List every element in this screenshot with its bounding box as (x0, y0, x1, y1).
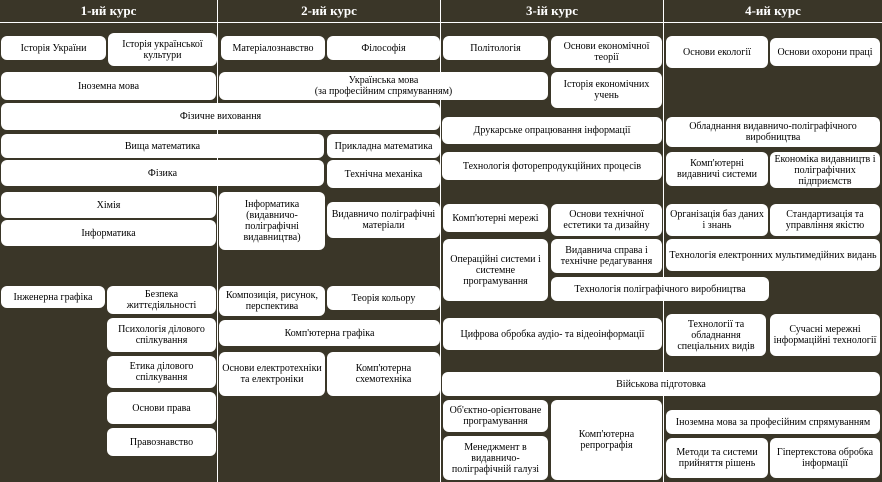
course-box: Філософія (327, 36, 440, 60)
header-year-2: 2-ий курс (218, 0, 440, 23)
course-box: Іноземна мова (1, 72, 216, 100)
course-box: Фізика (1, 160, 324, 186)
course-box: Об'єктно-орієнтоване програмування (443, 400, 548, 432)
course-box: Стандартизація та управління якістю (770, 204, 880, 236)
course-box: Основи охорони праці (770, 38, 880, 66)
course-box: Комп'ютерні видавничі системи (666, 152, 768, 186)
course-box: Технологія фоторепродукційних процесів (442, 152, 662, 180)
header-year-3: 3-ій курс (441, 0, 663, 23)
header-year-4: 4-ий курс (664, 0, 882, 23)
course-box: Психологія ділового спілкування (107, 318, 216, 352)
course-box: Військова підготовка (442, 372, 880, 396)
course-box: Історія української культури (108, 33, 217, 66)
course-box: Комп'ютерна репрографія (551, 400, 662, 480)
column-divider (663, 0, 664, 482)
course-box: Економіка видавництв і поліграфічних підприємств (770, 152, 880, 188)
course-box: Історія економічних учень (551, 72, 662, 108)
course-box: Основи електротехніки та електроніки (219, 352, 325, 396)
course-box: Технічна механіка (327, 160, 440, 188)
course-box: Основи економічної теорії (551, 36, 662, 68)
course-box: Сучасні мережні інформаційні технології (770, 314, 880, 356)
course-box: Композиція, рисунок, перспектива (219, 286, 325, 316)
course-box: Інформатика (видавничо-поліграфічні видавництва) (219, 192, 325, 250)
course-box: Інформатика (1, 220, 216, 246)
course-box: Безпека життєдіяльності (107, 286, 216, 314)
course-box: Іноземна мова за професійним спрямуванням (666, 410, 880, 434)
course-box: Основи технічної естетики та дизайну (551, 204, 662, 236)
course-box: Матеріалознавство (221, 36, 325, 60)
course-box: Видавнича справа і технічне редагування (551, 239, 662, 273)
course-box: Методи та системи прийняття рішень (666, 438, 768, 478)
course-box: Інженерна графіка (1, 286, 105, 308)
header-year-1: 1-ий курс (0, 0, 217, 23)
course-box: Теорія кольору (327, 286, 440, 310)
course-box: Фізичне виховання (1, 103, 440, 130)
course-box: Комп'ютерні мережі (443, 204, 548, 232)
course-box: Основи права (107, 392, 216, 424)
course-box: Технологія електронних мультимедійних видань (666, 239, 880, 271)
course-box: Технології та обладнання спеціальних видів (666, 314, 766, 356)
course-box: Правознавство (107, 428, 216, 456)
course-box: Вища математика (1, 134, 324, 158)
course-box: Організація баз даних і знань (666, 204, 768, 236)
course-box: Історія України (1, 36, 106, 60)
course-box: Комп'ютерна схемотехніка (327, 352, 440, 396)
course-box: Менеджмент в видавничо-поліграфічній галузі (443, 436, 548, 480)
course-box: Технологія поліграфічного виробництва (551, 277, 769, 301)
course-box: Друкарське опрацювання інформації (442, 117, 662, 144)
course-box: Прикладна математика (327, 134, 440, 158)
course-box: Політологія (443, 36, 548, 60)
course-box: Операційні системи і системне програмування (443, 239, 548, 301)
course-box: Українська мова (за професійним спрямуванням) (219, 72, 548, 100)
course-box: Видавничо поліграфічні матеріали (327, 202, 440, 238)
course-box: Цифрова обробка аудіо- та відеоінформації (443, 318, 662, 350)
column-divider (217, 0, 218, 482)
course-box: Обладнання видавничо-поліграфічного виробництва (666, 117, 880, 147)
course-box: Етика ділового спілкування (107, 356, 216, 388)
course-box: Хімія (1, 192, 216, 218)
course-box: Гіпертекстова обробка інформації (770, 438, 880, 478)
course-box: Основи екології (666, 36, 768, 68)
course-box: Комп'ютерна графіка (219, 320, 440, 346)
